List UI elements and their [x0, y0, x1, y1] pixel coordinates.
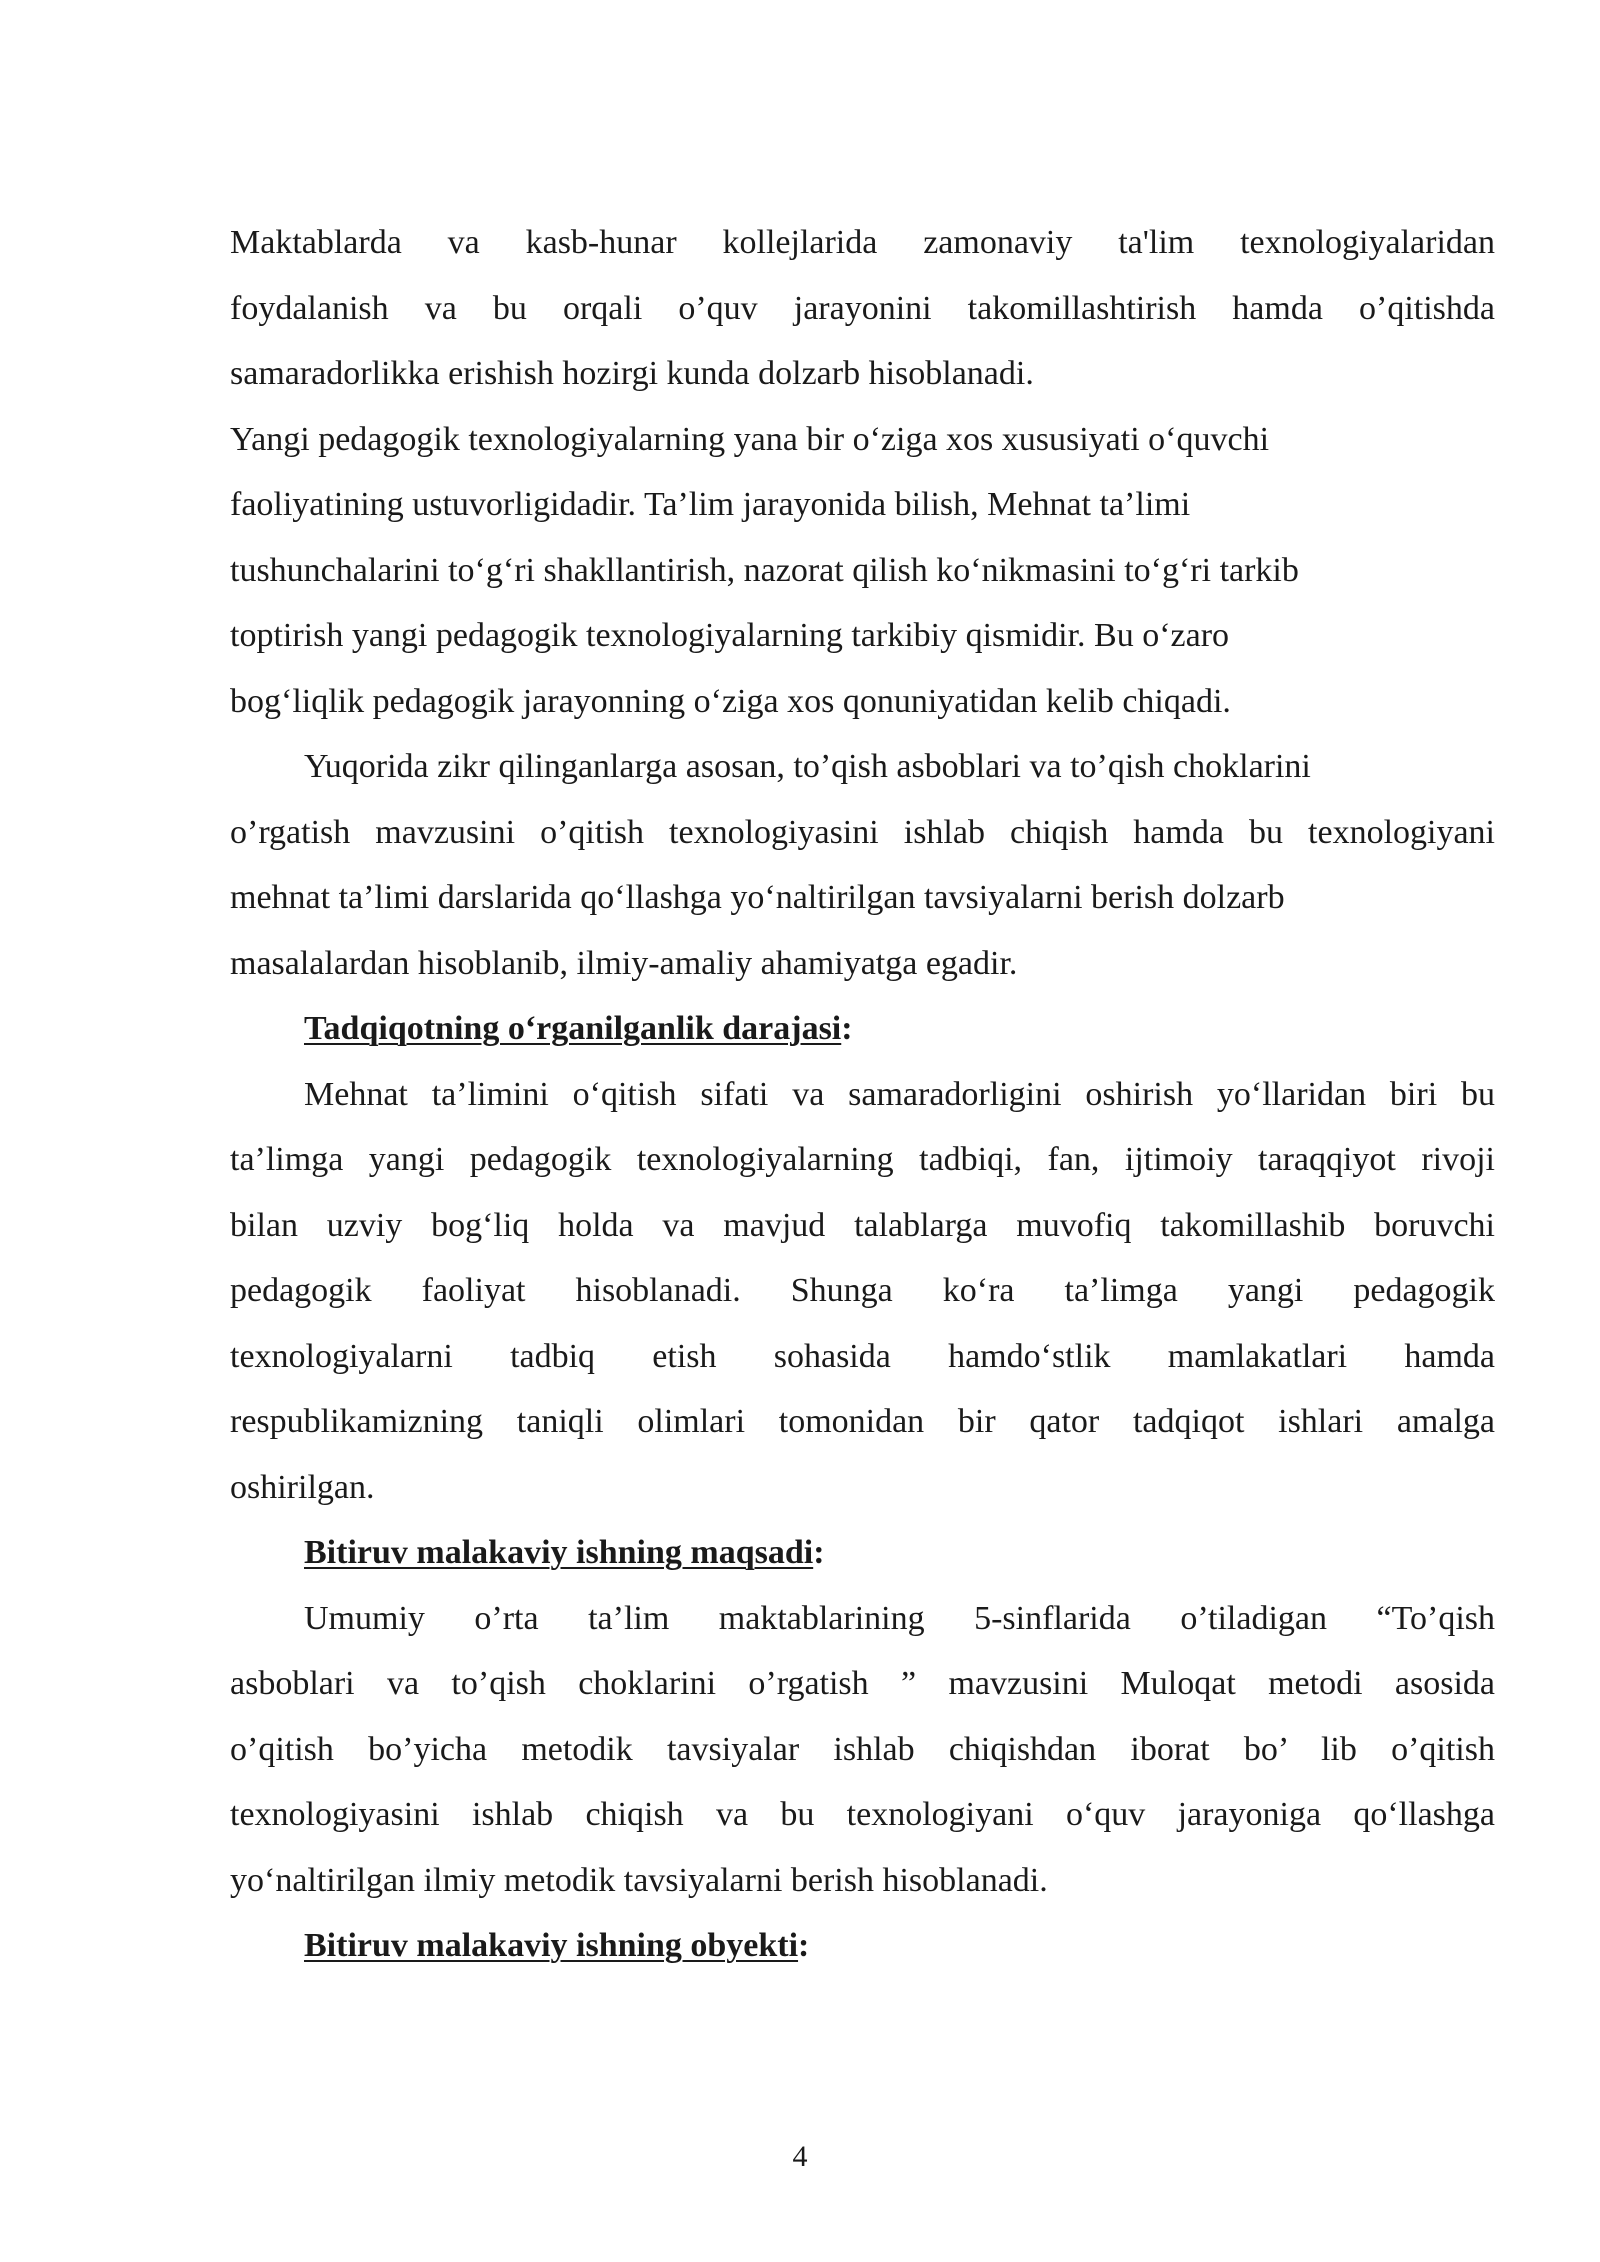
text-line: ta’limga yangi pedagogik texnologiyalarning tadbiqi, fan, ijtimoiy taraqqiyot rivoji: [230, 1141, 1495, 1178]
text-line: toptirish yangi pedagogik texnologiyalarning tarkibiy qismidir. Bu o‘zaro: [230, 617, 1230, 654]
heading-text: Bitiruv malakaviy ishning obyekti: [304, 1927, 799, 1964]
text-line: yo‘naltirilgan ilmiy metodik tavsiyalarni berish hisoblanadi.: [230, 1861, 1048, 1899]
text-line: o’qitish bo’yicha metodik tavsiyalar ishlab chiqishdan iborat bo’ lib o’qitish: [230, 1730, 1495, 1768]
document-body: [230, 210, 1495, 1979]
heading-text: Tadqiqotning o‘rganilganlik darajasi: [304, 1010, 842, 1047]
paragraph-intro: [230, 210, 1495, 407]
text-line: Yangi pedagogik texnologiyalarning yana bir o‘ziga xos xususiyati o‘quvchi: [230, 420, 1270, 458]
text-line: respublikamizning taniqli olimlari tomonidan bir qator tadqiqot ishlari amalga: [230, 1403, 1495, 1440]
text-line: mehnat ta’limi darslarida qo‘llashga yo‘naltirilgan tavsiyalarni berish dolzarb: [230, 879, 1285, 916]
text-line: samaradorlikka erishish hozirgi kunda dolzarb hisoblanadi.: [230, 355, 1034, 392]
heading-colon: :: [813, 1534, 825, 1571]
text-line: texnologiyasini ishlab chiqish va bu texnologiyani o‘quv jarayoniga qo‘llashga: [230, 1796, 1495, 1833]
text-line: pedagogik faoliyat hisoblanadi. Shunga ko‘ra ta’limga yangi pedagogik: [230, 1272, 1495, 1309]
heading-text: Bitiruv malakaviy ishning maqsadi: [304, 1534, 814, 1571]
page-number: 4: [792, 2140, 808, 2173]
text-line: Mehnat ta’limini o‘qitish sifati va samaradorligini oshirish yo‘llaridan biri bu: [304, 1075, 1495, 1113]
paragraph-new-technologies: [230, 407, 1495, 735]
text-line: Maktablarda va kasb-hunar kollejlarida zamonaviy ta'lim texnologiyalaridan: [230, 224, 1495, 261]
text-line: masalalardan hisoblanib, ilmiy-amaliy ahamiyatga egadir.: [230, 944, 1018, 982]
section-heading-goal: [230, 1520, 1495, 1586]
heading-colon: :: [841, 1010, 853, 1047]
text-line: Yuqorida zikr qilinganlarga asosan, to’qish asboblari va to’qish choklarini: [304, 748, 1311, 785]
paragraph-study-level: [230, 1062, 1495, 1521]
paragraph-goal: [230, 1586, 1495, 1914]
heading-colon: :: [798, 1927, 810, 1964]
paragraph-relevance: [230, 734, 1495, 996]
text-line: foydalanish va bu orqali o’quv jarayonini takomillashtirish hamda o’qitishda: [230, 289, 1495, 327]
text-line: bog‘liqlik pedagogik jarayonning o‘ziga xos qonuniyatidan kelib chiqadi.: [230, 682, 1231, 720]
text-line: bilan uzviy bog‘liq holda va mavjud talablarga muvofiq takomillashib boruvchi: [230, 1206, 1495, 1244]
section-heading-study-level: [230, 996, 1495, 1062]
text-line: tushunchalarini to‘g‘ri shakllantirish, nazorat qilish ko‘nikmasini to‘g‘ri tarkib: [230, 551, 1299, 589]
text-line: o’rgatish mavzusini o’qitish texnologiyasini ishlab chiqish hamda bu texnologiyani: [230, 813, 1495, 851]
text-line: asboblari va to’qish choklarini o’rgatish ” mavzusini Muloqat metodi asosida: [230, 1665, 1495, 1702]
text-line: faoliyatining ustuvorligidadir. Ta’lim jarayonida bilish, Mehnat ta’limi: [230, 486, 1191, 523]
text-line: Umumiy o’rta ta’lim maktablarining 5-sinflarida o’tiladigan “To’qish: [304, 1599, 1495, 1637]
section-heading-object: [230, 1913, 1495, 1979]
text-line: texnologiyalarni tadbiq etish sohasida hamdo‘stlik mamlakatlari hamda: [230, 1337, 1495, 1375]
text-line: oshirilgan.: [230, 1468, 375, 1506]
